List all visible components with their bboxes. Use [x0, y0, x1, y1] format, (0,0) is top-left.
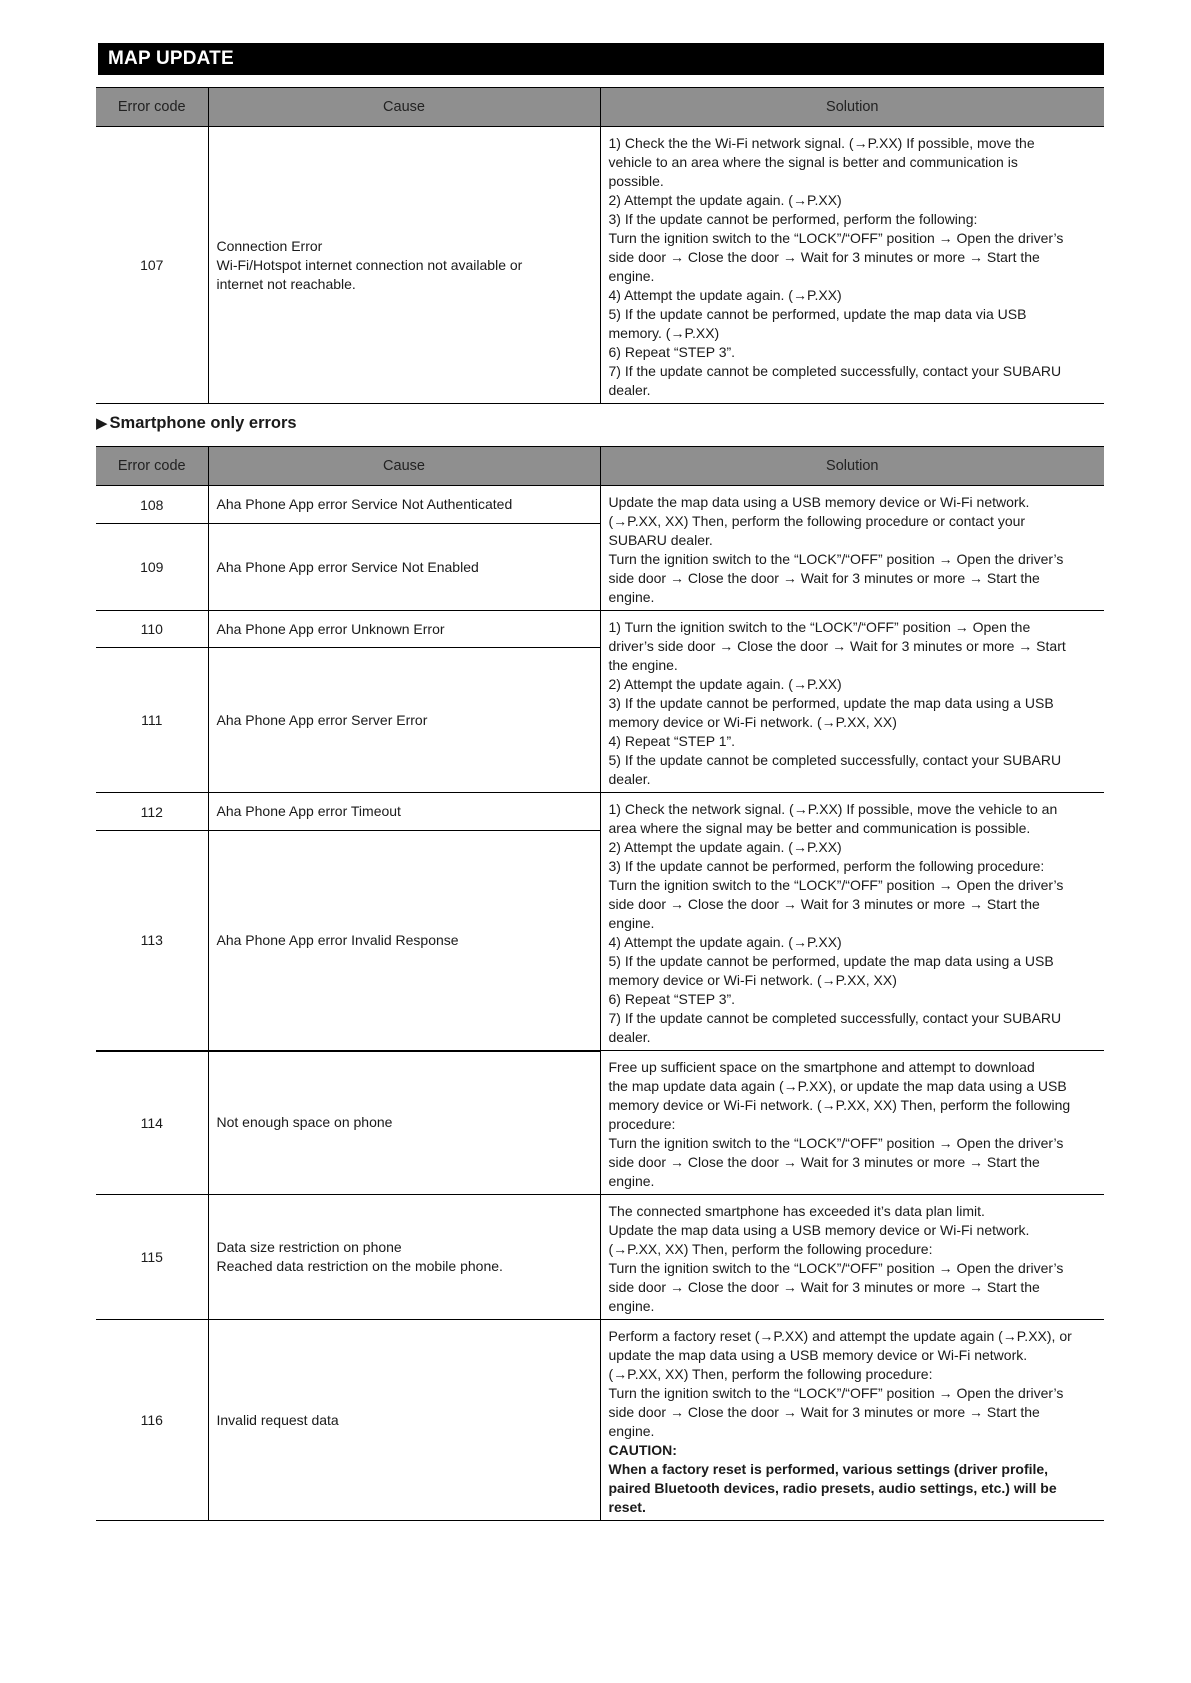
- error-code: 108: [96, 486, 208, 524]
- solution-line: 2) Attempt the update again. (→P.XX): [608, 676, 842, 692]
- solution-line: 7) If the update cannot be completed successfully, contact your SUBARU: [608, 363, 1062, 379]
- solution-line: Turn the ignition switch to the “LOCK”/“OFF” position → Open the driver’s: [608, 551, 1064, 567]
- solution-line: 6) Repeat “STEP 3”.: [608, 991, 736, 1007]
- cause-line: Data size restriction on phone: [216, 1239, 402, 1255]
- cause-line: Connection Error: [216, 237, 323, 254]
- solution-line: Turn the ignition switch to the “LOCK”/“OFF” position → Open the driver’s: [608, 1385, 1064, 1401]
- solution-line: Perform a factory reset (→P.XX) and attempt the update again (→P.XX), or: [608, 1328, 1072, 1344]
- solution-line: Turn the ignition switch to the “LOCK”/“OFF” position → Open the driver’s: [608, 1260, 1064, 1276]
- table-header-row: [96, 88, 1104, 127]
- caution-line: paired Bluetooth devices, radio presets, audio settings, etc.) will be: [608, 1480, 1057, 1496]
- solution-line: engine.: [608, 268, 655, 284]
- solution-line: 2) Attempt the update again. (→P.XX): [608, 839, 842, 855]
- solution-line: vehicle to an area where the signal is better and communication is: [608, 154, 1018, 170]
- solution-line: 5) If the update cannot be performed, update the map data using a USB: [608, 953, 1054, 969]
- solution-line: dealer.: [608, 1029, 651, 1045]
- solution-line: side door → Close the door → Wait for 3 minutes or more → Start the: [608, 249, 1040, 265]
- section-heading: [96, 414, 297, 433]
- table-row: [96, 1195, 1104, 1320]
- error-code: 115: [96, 1195, 208, 1320]
- table-row: [96, 127, 1104, 404]
- table-row: [96, 793, 1104, 831]
- solution-line: Free up sufficient space on the smartphone and attempt to download: [608, 1059, 1035, 1075]
- solution-line: dealer.: [608, 382, 651, 398]
- caution-label: CAUTION:: [608, 1442, 677, 1458]
- solution-line: engine.: [608, 589, 655, 605]
- error-table-general: [96, 87, 1104, 404]
- solution-line: engine.: [608, 1423, 655, 1439]
- solution-line: Update the map data using a USB memory device or Wi-Fi network.: [608, 494, 1030, 510]
- column-header-cause: Cause: [208, 447, 600, 486]
- solution-line: 5) If the update cannot be completed successfully, contact your SUBARU: [608, 752, 1062, 768]
- solution-line: side door → Close the door → Wait for 3 minutes or more → Start the: [608, 1404, 1040, 1420]
- solution-line: area where the signal may be better and communication is possible.: [608, 820, 1031, 836]
- solution-line: 1) Check the the Wi-Fi network signal. (→P.XX) If possible, move the: [608, 135, 1035, 151]
- column-header-error-code: Error code: [96, 88, 208, 127]
- solution-line: 4) Attempt the update again. (→P.XX): [608, 934, 842, 950]
- solution-line: 7) If the update cannot be completed successfully, contact your SUBARU: [608, 1010, 1062, 1026]
- solution-line: 1) Turn the ignition switch to the “LOCK”/“OFF” position → Open the: [608, 619, 1031, 635]
- column-header-solution: Solution: [600, 88, 1104, 127]
- solution-line: memory device or Wi-Fi network. (→P.XX, XX) Then, perform the following: [608, 1097, 1071, 1113]
- solution-line: 4) Repeat “STEP 1”.: [608, 733, 736, 749]
- table-header-row: [96, 447, 1104, 486]
- cause-cell: Aha Phone App error Service Not Enabled: [208, 524, 600, 611]
- solution-line: possible.: [608, 173, 664, 189]
- solution-line: side door → Close the door → Wait for 3 minutes or more → Start the: [608, 1279, 1040, 1295]
- table-row: [96, 1051, 1104, 1195]
- solution-cell: [600, 793, 1104, 1051]
- table-row: [96, 611, 1104, 648]
- solution-line: driver’s side door → Close the door → Wait for 3 minutes or more → Start: [608, 638, 1066, 654]
- cause-cell: Not enough space on phone: [208, 1051, 600, 1195]
- solution-line: SUBARU dealer.: [608, 532, 713, 548]
- solution-line: engine.: [608, 1173, 655, 1189]
- solution-cell: [600, 486, 1104, 611]
- solution-line: The connected smartphone has exceeded it’s data plan limit.: [608, 1203, 985, 1219]
- solution-cell: [600, 611, 1104, 793]
- page-title: MAP UPDATE: [98, 43, 1104, 75]
- cause-cell: Aha Phone App error Server Error: [208, 648, 600, 793]
- solution-line: memory device or Wi-Fi network. (→P.XX, XX): [608, 714, 897, 730]
- cause-cell: Aha Phone App error Unknown Error: [208, 611, 600, 648]
- solution-line: 3) If the update cannot be performed, update the map data using a USB: [608, 695, 1054, 711]
- cause-cell: Invalid request data: [208, 1320, 600, 1521]
- triangle-right-icon: ▶: [96, 415, 108, 432]
- solution-line: dealer.: [608, 771, 651, 787]
- solution-line: Turn the ignition switch to the “LOCK”/“OFF” position → Open the driver’s: [608, 1135, 1064, 1151]
- solution-line: Update the map data using a USB memory device or Wi-Fi network.: [608, 1222, 1030, 1238]
- error-code: 109: [96, 524, 208, 611]
- cause-cell: Aha Phone App error Invalid Response: [208, 831, 600, 1051]
- solution-line: 5) If the update cannot be performed, update the map data via USB: [608, 306, 1027, 322]
- solution-line: side door → Close the door → Wait for 3 minutes or more → Start the: [608, 570, 1040, 586]
- solution-line: engine.: [608, 1298, 655, 1314]
- solution-line: procedure:: [608, 1116, 676, 1132]
- solution-line: the map update data again (→P.XX), or update the map data using a USB: [608, 1078, 1067, 1094]
- cause-cell: [208, 127, 600, 404]
- cause-cell: Aha Phone App error Service Not Authenticated: [208, 486, 600, 524]
- error-code: 110: [96, 611, 208, 648]
- error-code: 116: [96, 1320, 208, 1521]
- solution-line: memory. (→P.XX): [608, 325, 720, 341]
- error-code: 112: [96, 793, 208, 831]
- column-header-solution: Solution: [600, 447, 1104, 486]
- solution-line: update the map data using a USB memory device or Wi-Fi network.: [608, 1347, 1028, 1363]
- solution-line: (→P.XX, XX) Then, perform the following procedure:: [608, 1241, 933, 1257]
- cause-line: internet not reachable.: [216, 275, 356, 292]
- solution-line: side door → Close the door → Wait for 3 minutes or more → Start the: [608, 896, 1040, 912]
- cause-line: Wi-Fi/Hotspot internet connection not available or: [216, 256, 523, 273]
- solution-line: 3) If the update cannot be performed, perform the following:: [608, 211, 978, 227]
- solution-cell: [600, 1051, 1104, 1195]
- cause-cell: Aha Phone App error Timeout: [208, 793, 600, 831]
- error-code: 113: [96, 831, 208, 1051]
- solution-line: memory device or Wi-Fi network. (→P.XX, XX): [608, 972, 897, 988]
- caution-line: reset.: [608, 1499, 646, 1515]
- caution-line: When a factory reset is performed, various settings (driver profile,: [608, 1461, 1049, 1477]
- solution-line: Turn the ignition switch to the “LOCK”/“OFF” position → Open the driver’s: [608, 230, 1064, 246]
- solution-line: (→P.XX, XX) Then, perform the following procedure or contact your: [608, 513, 1026, 529]
- error-code: 107: [96, 127, 208, 404]
- solution-cell: [600, 1320, 1104, 1521]
- solution-line: (→P.XX, XX) Then, perform the following procedure:: [608, 1366, 933, 1382]
- solution-cell: [600, 127, 1104, 404]
- table-row: [96, 486, 1104, 524]
- solution-line: side door → Close the door → Wait for 3 minutes or more → Start the: [608, 1154, 1040, 1170]
- solution-line: 1) Check the network signal. (→P.XX) If possible, move the vehicle to an: [608, 801, 1058, 817]
- solution-line: engine.: [608, 915, 655, 931]
- table-row: [96, 1320, 1104, 1521]
- column-header-cause: Cause: [208, 88, 600, 127]
- solution-line: 4) Attempt the update again. (→P.XX): [608, 287, 842, 303]
- column-header-error-code: Error code: [96, 447, 208, 486]
- cause-cell: [208, 1195, 600, 1320]
- section-heading-text: Smartphone only errors: [109, 414, 297, 432]
- solution-line: 3) If the update cannot be performed, perform the following procedure:: [608, 858, 1045, 874]
- solution-cell: [600, 1195, 1104, 1320]
- solution-line: Turn the ignition switch to the “LOCK”/“OFF” position → Open the driver’s: [608, 877, 1064, 893]
- solution-line: the engine.: [608, 657, 678, 673]
- error-table-smartphone: [96, 446, 1104, 1521]
- error-code: 111: [96, 648, 208, 793]
- error-code: 114: [96, 1051, 208, 1195]
- solution-line: 6) Repeat “STEP 3”.: [608, 344, 736, 360]
- solution-line: 2) Attempt the update again. (→P.XX): [608, 192, 842, 208]
- cause-line: Reached data restriction on the mobile phone.: [216, 1258, 503, 1274]
